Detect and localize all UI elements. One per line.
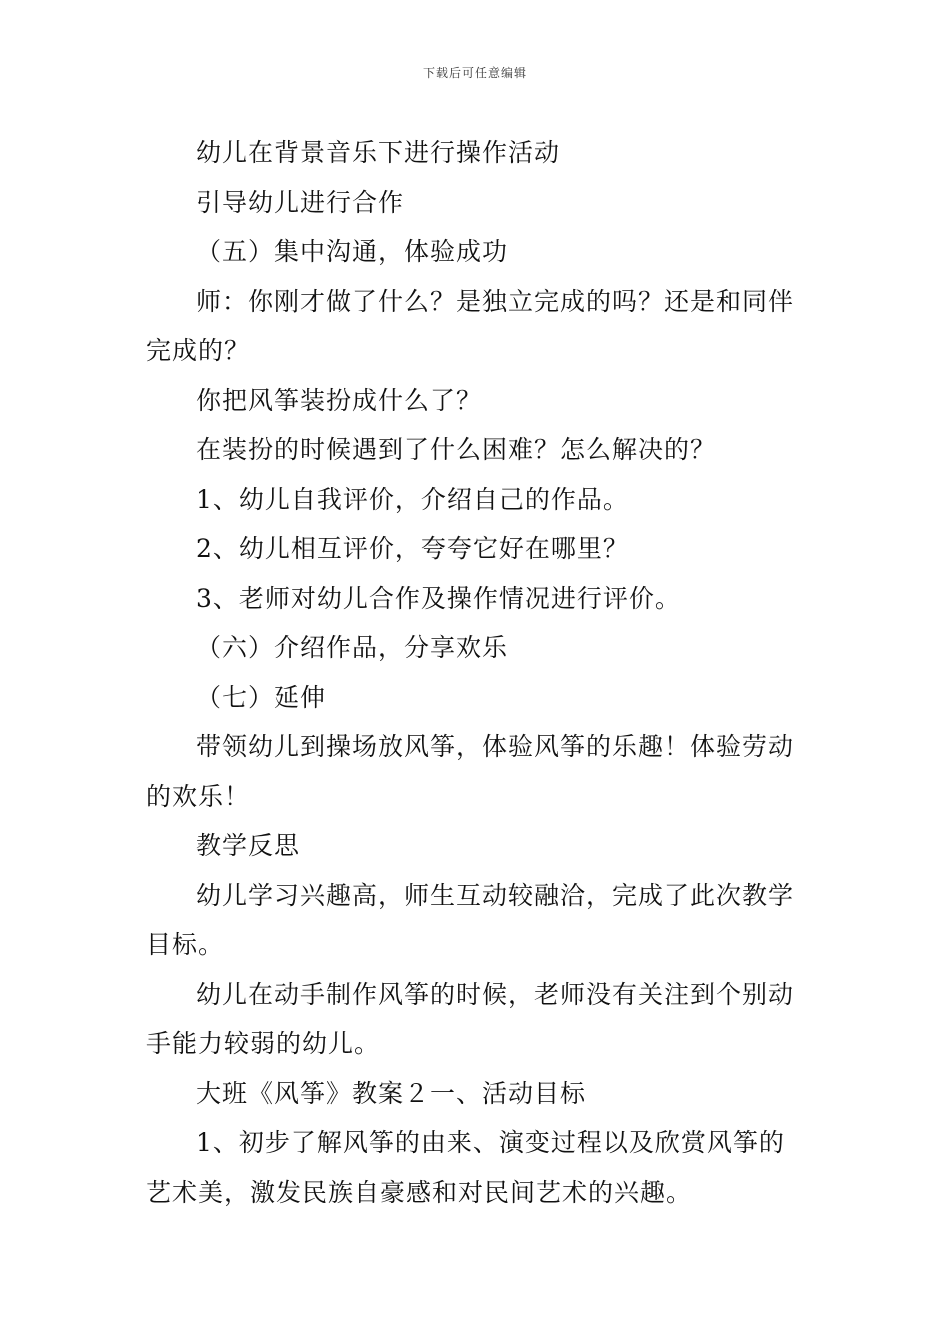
document-body (146, 128, 810, 1217)
list-item: 1、初步了解风筝的由来、演变过程以及欣赏风筝的艺术美，激发民族自豪感和对民间艺术的兴趣。 (146, 1128, 785, 1207)
section-heading: （六）介绍作品，分享欢乐 (196, 633, 509, 662)
section-heading: （五）集中沟通，体验成功 (196, 237, 509, 266)
paragraph: 幼儿学习兴趣高，师生互动较融洽，完成了此次教学目标。 (146, 880, 795, 959)
section-heading: 大班《风筝》教案２一、活动目标 (196, 1078, 587, 1108)
section-heading: 教学反思 (196, 831, 301, 860)
list-item: 2、幼儿相互评价，夸夸它好在哪里？ (196, 534, 629, 563)
paragraph: 在装扮的时候遇到了什么困难？怎么解决的？ (196, 435, 717, 464)
list-item: 1、幼儿自我评价，介绍自己的作品。 (196, 484, 629, 514)
paragraph: 幼儿在动手制作风筝的时候，老师没有关注到个别动手能力较弱的幼儿。 (146, 979, 795, 1058)
paragraph: 你把风筝装扮成什么了？ (196, 385, 483, 415)
paragraph: 带领幼儿到操场放风筝，体验风筝的乐趣！体验劳动的欢乐！ (146, 732, 795, 811)
paragraph: 师：你刚才做了什么？是独立完成的吗？还是和同伴完成的？ (146, 286, 795, 365)
paragraph: 引导幼儿进行合作 (196, 187, 405, 217)
page-header-note: 下载后可任意编辑 (422, 66, 527, 80)
paragraph: 幼儿在背景音乐下进行操作活动 (196, 138, 561, 167)
section-heading: （七）延伸 (196, 682, 327, 712)
list-item: 3、老师对幼儿合作及操作情况进行评价。 (196, 583, 681, 613)
